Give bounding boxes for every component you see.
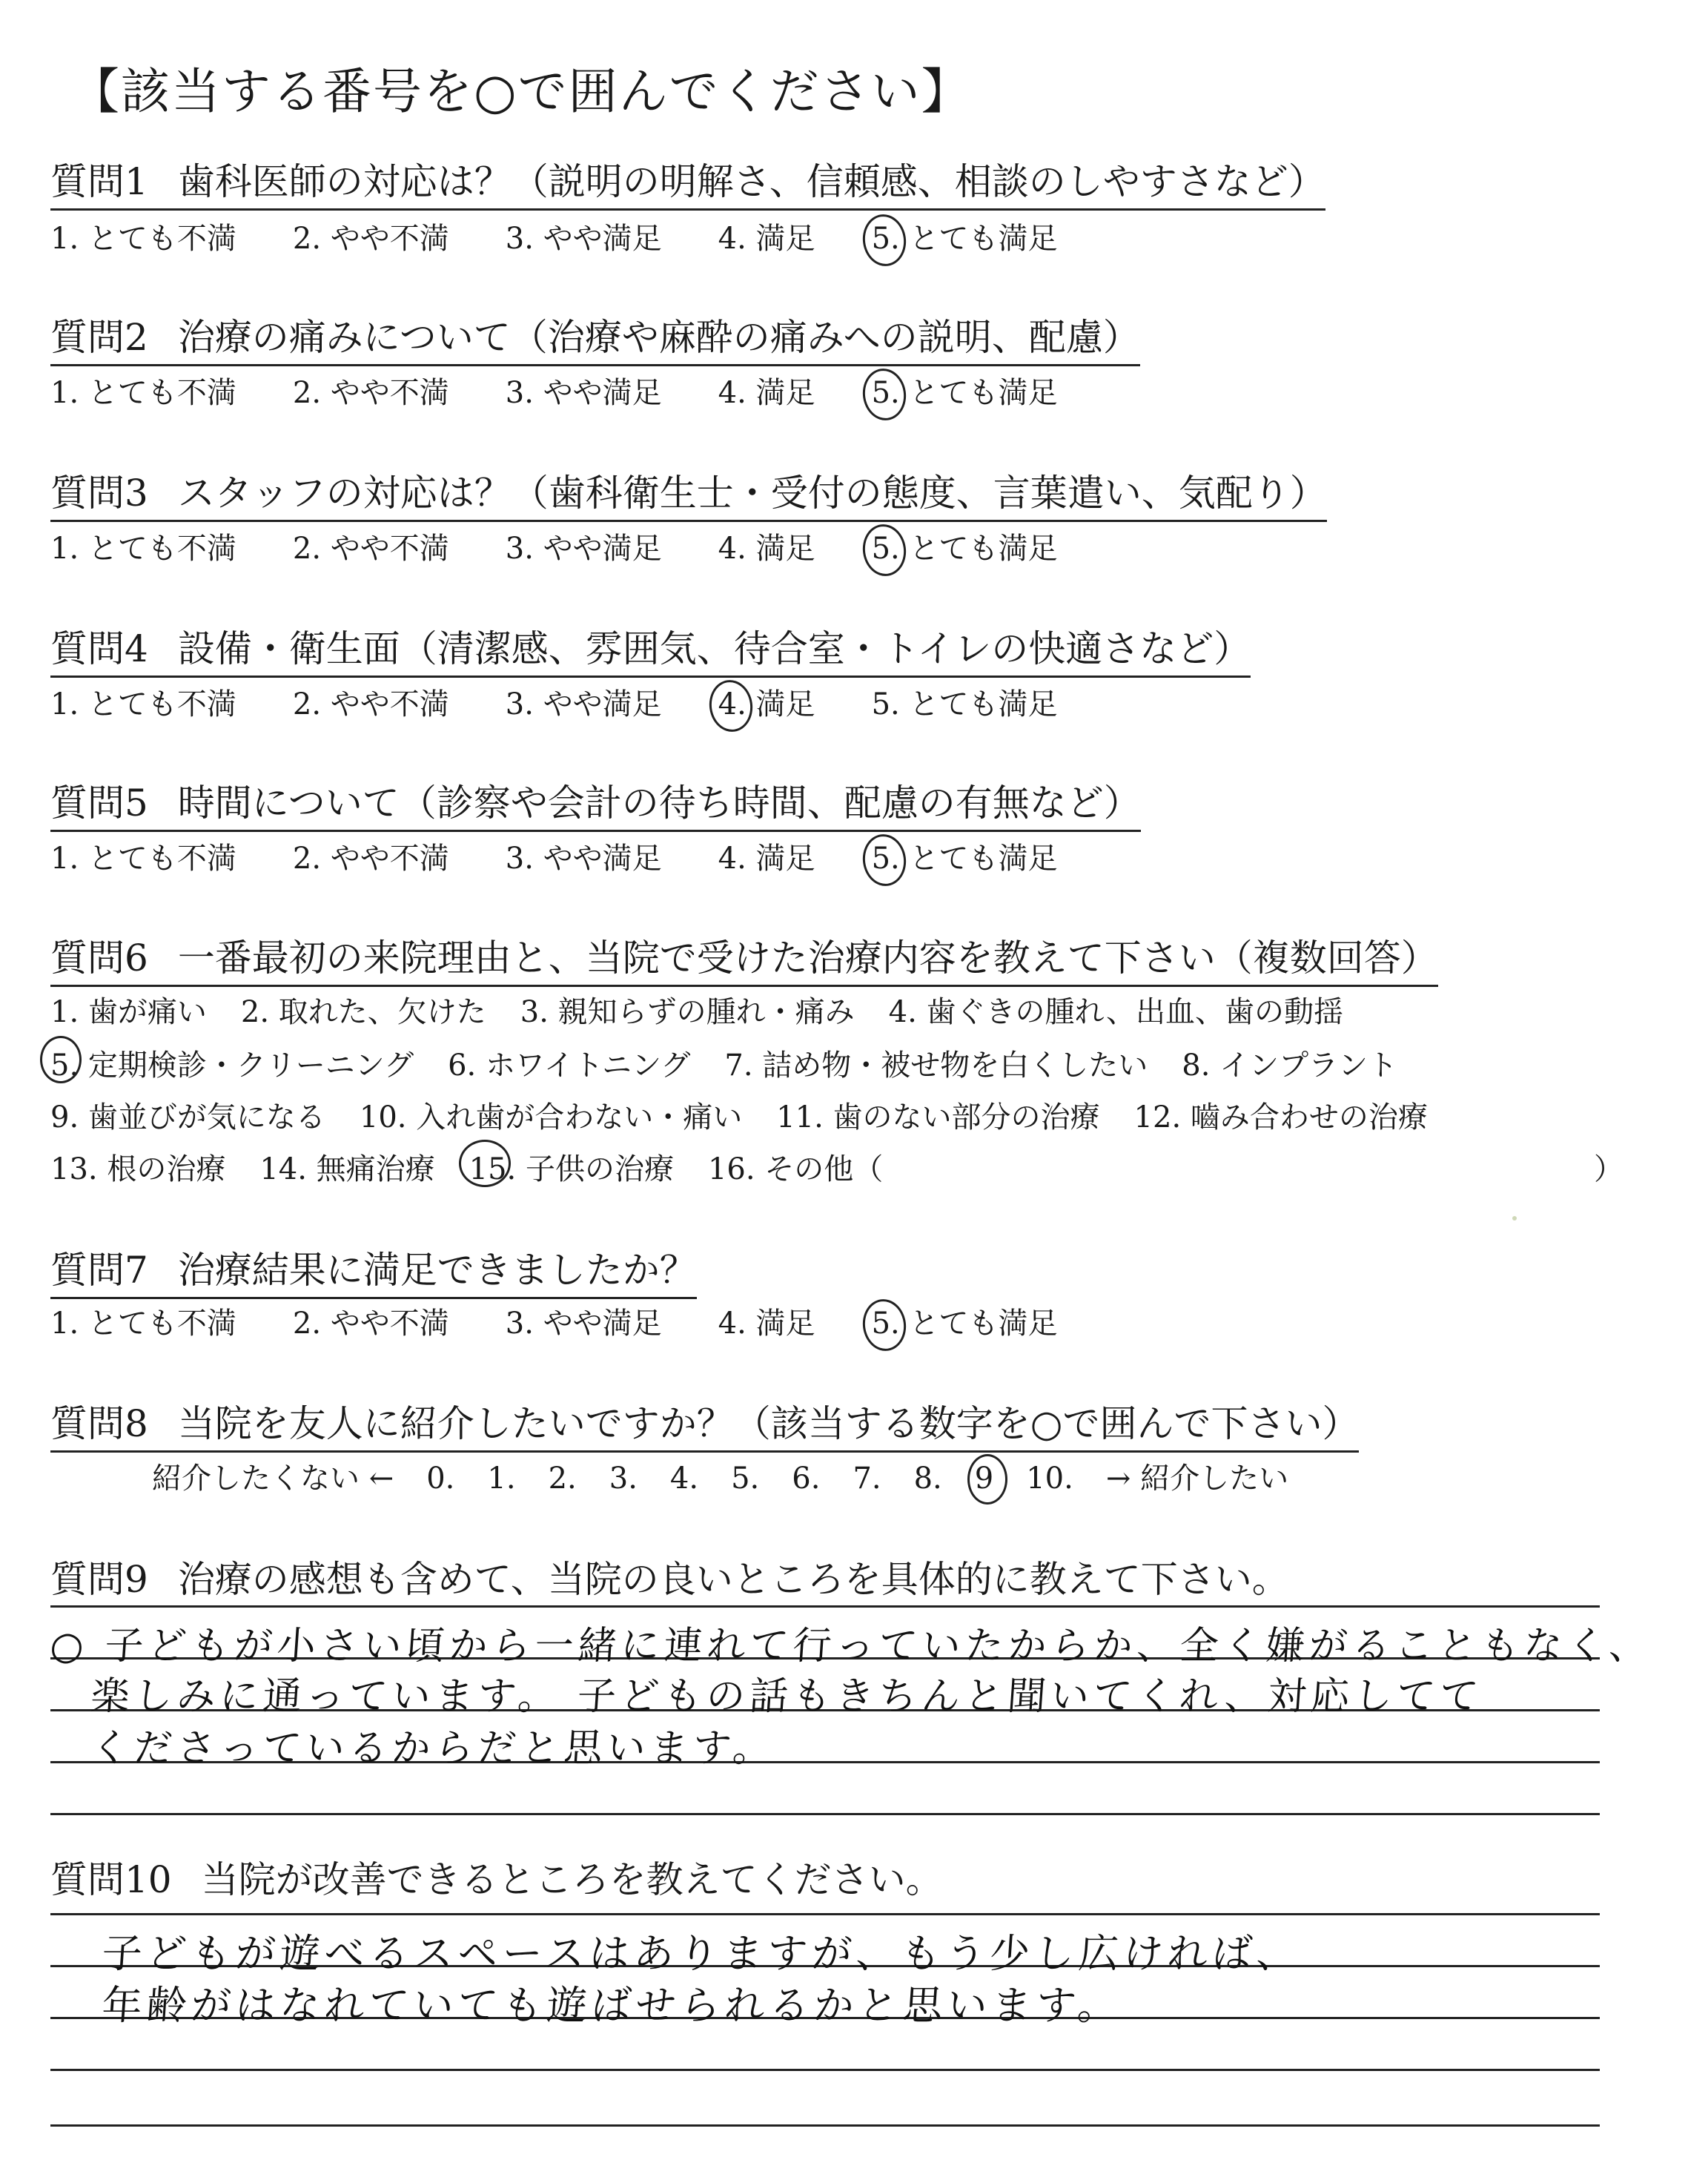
question-4-title: [50, 619, 1251, 678]
question-5-title: [50, 773, 1141, 832]
question-7-options: [50, 1300, 1113, 1342]
question-2-options: [50, 369, 1113, 412]
treatment-option[interactable]: 11. 歯のない部分の治療: [776, 1100, 1100, 1135]
question-7-title: [50, 1241, 697, 1299]
scale-value[interactable]: 10.: [1026, 1462, 1073, 1496]
question-5-options: [50, 835, 1113, 877]
option-number: 2. やや不満: [292, 687, 449, 721]
treatment-option[interactable]: 1. 歯が痛い: [50, 995, 207, 1029]
option-number: 4. 満足: [718, 222, 815, 256]
treatment-option[interactable]: 15. 子供の治療: [469, 1146, 674, 1188]
question-text: 治療の感想も含めて、当院の良いところを具体的に教えて下さい。: [177, 1558, 1289, 1601]
option-number: 2. やや不満: [292, 1307, 449, 1341]
answer-option[interactable]: [50, 835, 250, 877]
scale-value[interactable]: 2.: [548, 1462, 577, 1496]
question-number: 質問8: [50, 1402, 148, 1445]
answer-option[interactable]: [50, 1300, 250, 1342]
answer-option[interactable]: [872, 369, 1071, 412]
option-number: 1. とても不満: [50, 1307, 236, 1341]
option-number: 1. とても不満: [50, 376, 236, 410]
treatment-option[interactable]: 16. その他（: [707, 1152, 884, 1186]
question-text: 当院を友人に紹介したいですか？（該当する数字を○で囲んで下さい）: [177, 1402, 1360, 1445]
question-text: 一番最初の来院理由と、当院で受けた治療内容を教えて下さい（複数回答）: [177, 937, 1438, 980]
option-number: 2. やや不満: [292, 222, 449, 256]
answer-option[interactable]: [718, 681, 829, 723]
handwritten-answer-line: くださっているからだと思います。: [89, 1726, 778, 1771]
treatment-option[interactable]: 2. 取れた、欠けた: [240, 995, 486, 1029]
scale-value[interactable]: 1.: [487, 1462, 516, 1496]
scale-value[interactable]: 7.: [853, 1462, 881, 1496]
option-number: 2. やや不満: [292, 532, 449, 566]
answer-option[interactable]: [50, 681, 250, 723]
question-9-title: [50, 1550, 1289, 1606]
option-number: 1. とても不満: [50, 842, 236, 876]
question-number: 質問9: [50, 1558, 148, 1601]
question-text: 当院が改善できるところを教えてください。: [201, 1858, 943, 1901]
answer-option[interactable]: [718, 215, 829, 257]
question-number: 質問3: [50, 472, 148, 515]
option-number: 3. やや満足: [505, 842, 662, 876]
question-1-options: [50, 215, 1113, 257]
scale-value[interactable]: 9: [974, 1462, 994, 1496]
question-1-title: [50, 152, 1325, 211]
handwritten-answer-line: 年齢がはなれていても遊ばせられるかと思います。: [100, 1982, 1124, 2029]
treatment-option[interactable]: 9. 歯並びが気になる: [50, 1100, 325, 1135]
option-number: 4. 満足: [718, 376, 815, 410]
option-number: 5. とても満足: [871, 222, 1058, 256]
treatment-option[interactable]: 5. 定期検診・クリーニング: [50, 1042, 414, 1084]
answer-option[interactable]: [506, 681, 675, 723]
option-number: 4. 満足: [718, 1307, 815, 1341]
answer-option[interactable]: [50, 525, 250, 567]
answer-option[interactable]: [872, 525, 1071, 567]
question-text: 歯科医師の対応は？（説明の明解さ、信頼感、相談のしやすさなど）: [177, 160, 1325, 203]
question-number: 質問7: [50, 1249, 148, 1292]
answer-option[interactable]: [506, 215, 675, 257]
question-6-row-2: [50, 1042, 1431, 1084]
question-number: 質問2: [50, 316, 148, 359]
question-text: 設備・衛生面（清潔感、雰囲気、待合室・トイレの快適さなど）: [177, 627, 1251, 670]
answer-option[interactable]: [50, 369, 250, 412]
handwritten-answer-line: 子どもが遊べるスペースはありますが、もう少し広ければ、: [100, 1930, 1303, 1977]
scan-speck: [1512, 1216, 1517, 1221]
answer-option[interactable]: [50, 215, 250, 257]
option-number: 3. やや満足: [505, 376, 662, 410]
question-text: 治療結果に満足できましたか？: [177, 1249, 697, 1292]
option-number: 1. とても不満: [50, 532, 236, 566]
question-text: 治療の痛みについて（治療や麻酔の痛みへの説明、配慮）: [177, 316, 1140, 359]
answer-option[interactable]: [872, 835, 1071, 877]
option-number: 1. とても不満: [50, 687, 236, 721]
question-8-title: [50, 1394, 1359, 1453]
scale-value[interactable]: 4.: [669, 1462, 699, 1496]
treatment-option[interactable]: 10. 入れ歯が合わない・痛い: [359, 1100, 743, 1135]
option-number: 3. やや満足: [505, 1307, 662, 1341]
handwritten-answer-line: 楽しみに通っています。 子どもの話もきちんと聞いてくれ、対応してて: [89, 1674, 1485, 1719]
option-number: 4. 満足: [718, 687, 815, 721]
answer-rule: [50, 2124, 1600, 2127]
treatment-option[interactable]: 8. インプラント: [1182, 1048, 1398, 1083]
question-4-options: [50, 681, 1113, 723]
answer-option[interactable]: [293, 835, 463, 877]
treatment-option[interactable]: 7. 詰め物・被せ物を白くしたい: [724, 1048, 1148, 1083]
question-10-title: [50, 1850, 943, 1906]
question-6-row-4: [50, 1146, 917, 1188]
option-number: 5. とても満足: [871, 376, 1058, 410]
answer-option[interactable]: [293, 681, 463, 723]
answer-option[interactable]: [718, 1300, 829, 1342]
option-number: 1. とても不満: [50, 222, 236, 256]
option-number: 4. 満足: [718, 842, 815, 876]
answer-option[interactable]: [718, 369, 829, 412]
option-number: 5. とても満足: [871, 1307, 1058, 1341]
answer-option[interactable]: [872, 215, 1071, 257]
question-number: 質問5: [50, 782, 148, 825]
option-number: 3. やや満足: [505, 687, 662, 721]
answer-option[interactable]: [718, 525, 829, 567]
answer-option[interactable]: [718, 835, 829, 877]
question-number: 質問4: [50, 627, 148, 670]
page-title: 【該当する番号を○で囲んでください】: [70, 63, 972, 120]
scale-value[interactable]: 0.: [426, 1462, 455, 1496]
option-number: 5. とても満足: [871, 532, 1058, 566]
selection-circle: [459, 1140, 511, 1187]
option-number: 2. やや不満: [292, 842, 449, 876]
treatment-option[interactable]: 6. ホワイトニング: [448, 1048, 691, 1083]
other-close-paren: ）: [1594, 1152, 1623, 1186]
scale-value[interactable]: 3.: [609, 1462, 638, 1496]
question-text: 時間について（診察や会計の待ち時間、配慮の有無など）: [177, 782, 1141, 825]
answer-option[interactable]: [872, 681, 1071, 723]
answer-option[interactable]: [506, 1300, 675, 1342]
answer-option[interactable]: [293, 369, 463, 412]
answer-option[interactable]: [872, 1300, 1071, 1342]
treatment-option[interactable]: 4. 歯ぐきの腫れ、出血、歯の動揺: [888, 995, 1343, 1029]
answer-option[interactable]: [293, 215, 463, 257]
answer-rule: [50, 1913, 1600, 1915]
question-6-row-3: [50, 1094, 1462, 1136]
option-number: 4. 満足: [718, 532, 815, 566]
option-number: 3. やや満足: [505, 532, 662, 566]
handwritten-answer-line: ○ 子どもが小さい頃から一緒に連れて行っていたからか、全く嫌がることもなく、: [48, 1624, 1654, 1668]
answer-rule: [50, 1813, 1600, 1815]
question-3-title: [50, 463, 1327, 522]
answer-option[interactable]: [506, 835, 675, 877]
question-6-title: [50, 928, 1438, 987]
question-number: 質問1: [50, 160, 148, 203]
scale-high-label: → 紹介したい: [1105, 1462, 1289, 1496]
answer-option[interactable]: [506, 369, 675, 412]
scale-low-label: 紹介したくない ←: [152, 1462, 394, 1496]
answer-option[interactable]: [293, 1300, 463, 1342]
option-number: 3. やや満足: [505, 222, 662, 256]
scale-value[interactable]: 8.: [913, 1462, 942, 1496]
question-6-row-1: [50, 988, 1377, 1031]
option-number: 5. とても満足: [871, 842, 1058, 876]
question-3-options: [50, 525, 1113, 567]
question-text: スタッフの対応は？（歯科衛生士・受付の態度、言葉遣い、気配り）: [177, 472, 1327, 515]
option-number: 2. やや不満: [292, 376, 449, 410]
question-8-scale: [152, 1455, 1321, 1497]
selection-circle: [40, 1036, 82, 1083]
answer-rule: [50, 1605, 1600, 1608]
answer-rule: [50, 2069, 1600, 2071]
question-number: 質問6: [50, 937, 148, 980]
scale-value[interactable]: 6.: [792, 1462, 821, 1496]
treatment-option[interactable]: 3. 親知らずの腫れ・痛み: [520, 995, 855, 1029]
option-number: 5. とても満足: [871, 687, 1058, 721]
treatment-option[interactable]: 12. 嚙み合わせの治療: [1133, 1100, 1428, 1135]
answer-option[interactable]: [293, 525, 463, 567]
scale-value[interactable]: 5.: [731, 1462, 760, 1496]
treatment-option[interactable]: 14. 無痛治療: [259, 1152, 435, 1186]
question-number: 質問10: [50, 1858, 172, 1901]
question-2-title: [50, 308, 1140, 366]
treatment-option[interactable]: 13. 根の治療: [50, 1152, 226, 1186]
answer-option[interactable]: [506, 525, 675, 567]
